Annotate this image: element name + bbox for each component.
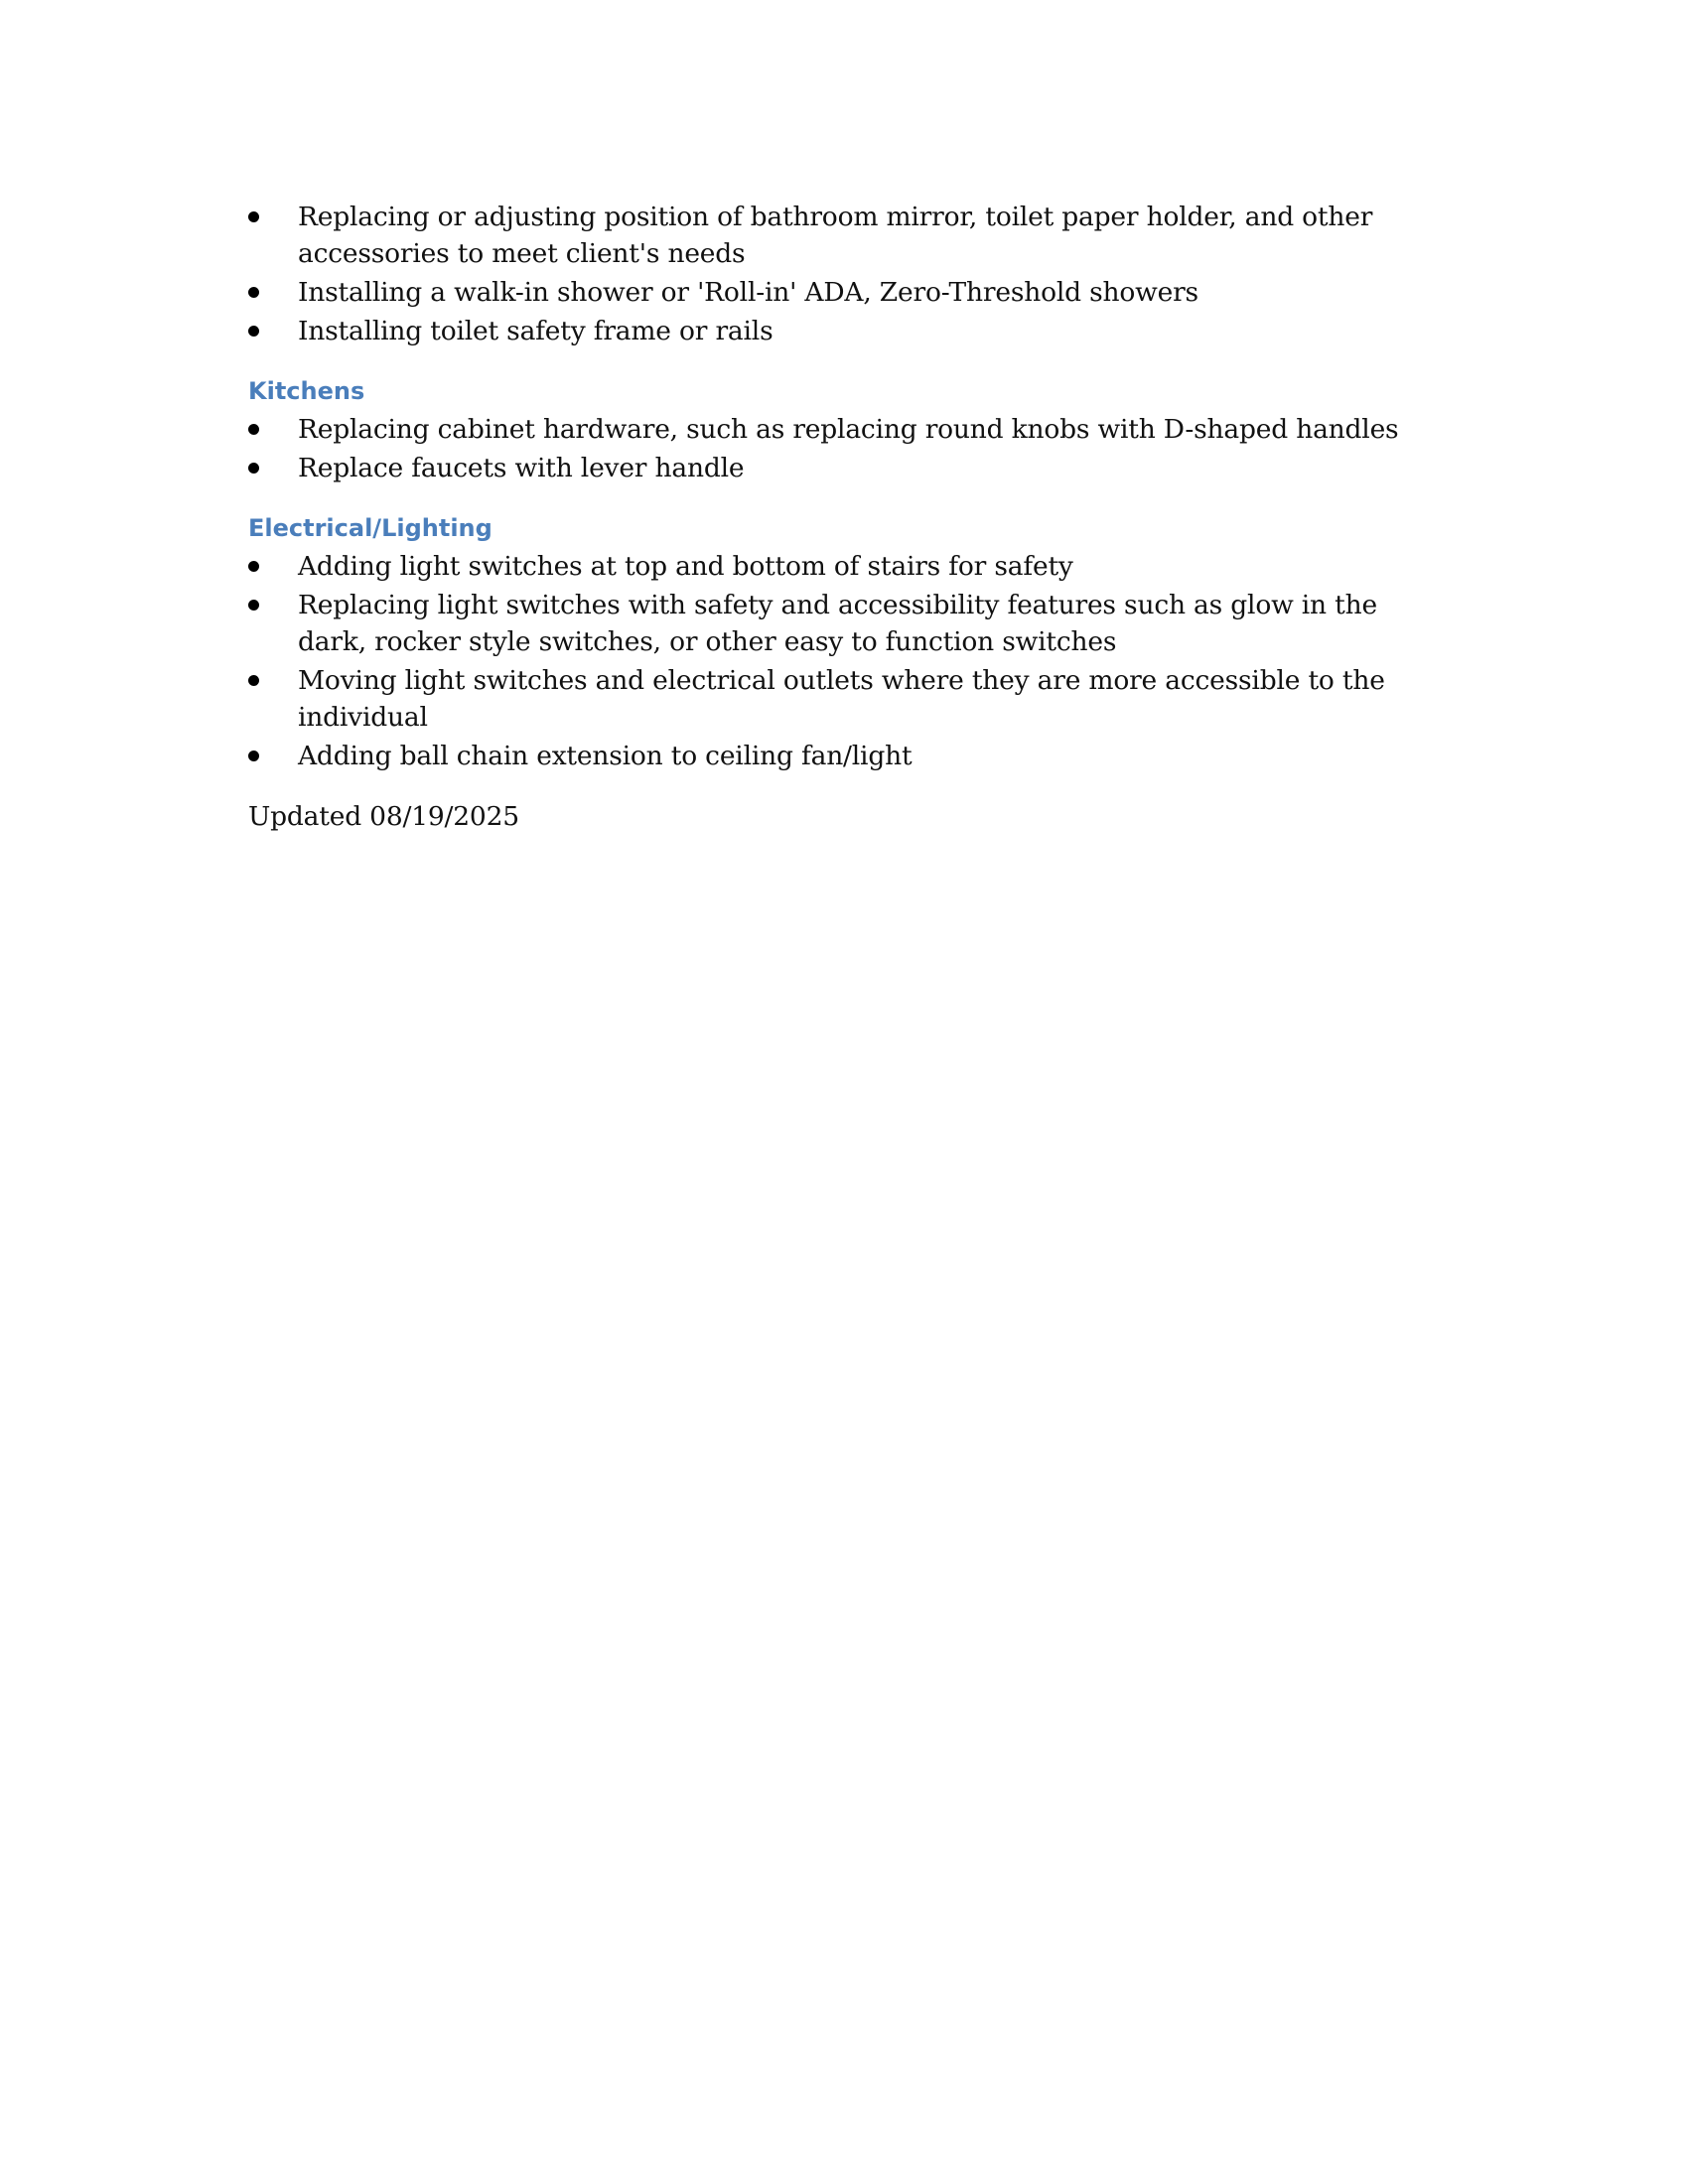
list-item (248, 313, 1440, 349)
bullet-icon (248, 561, 259, 572)
bullet-icon (248, 424, 259, 435)
list-item (248, 662, 1440, 736)
electrical-list (248, 548, 1440, 774)
bathroom-list (248, 199, 1440, 349)
bullet-icon (248, 463, 259, 474)
bullet-icon (248, 600, 259, 611)
bullet-icon (248, 326, 259, 337)
list-item (248, 587, 1440, 660)
list-item-text: Installing a walk-in shower or 'Roll-in' ADA, Zero-Threshold showers (298, 277, 1198, 308)
kitchens-list (248, 411, 1440, 486)
list-item (248, 738, 1440, 774)
list-item-text: Adding light switches at top and bottom of stairs for safety (298, 551, 1073, 582)
list-item-text: Moving light switches and electrical outlets where they are more accessible to the individual (298, 665, 1385, 733)
bullet-icon (248, 751, 259, 761)
list-item-text: Installing toilet safety frame or rails (298, 316, 774, 346)
updated-date: Updated 08/19/2025 (248, 801, 519, 832)
bullet-icon (248, 287, 259, 298)
list-item (248, 450, 1440, 486)
list-item (248, 274, 1440, 311)
bullet-icon (248, 211, 259, 222)
electrical-lighting-heading: Electrical/Lighting (248, 514, 492, 542)
list-item-text: Replacing light switches with safety and accessibility features such as glow in the dark, rocker style switches, or other easy to function switches (298, 590, 1377, 657)
list-item-text: Adding ball chain extension to ceiling fan/light (298, 741, 913, 771)
bullet-icon (248, 675, 259, 686)
list-item-text: Replace faucets with lever handle (298, 453, 745, 483)
document-content (248, 199, 1440, 835)
list-item (248, 548, 1440, 585)
list-item-text: Replacing or adjusting position of bathroom mirror, toilet paper holder, and other accessories to meet client's needs (298, 202, 1373, 269)
list-item (248, 411, 1440, 448)
list-item-text: Replacing cabinet hardware, such as replacing round knobs with D-shaped handles (298, 414, 1399, 445)
list-item (248, 199, 1440, 272)
kitchens-heading: Kitchens (248, 377, 365, 405)
